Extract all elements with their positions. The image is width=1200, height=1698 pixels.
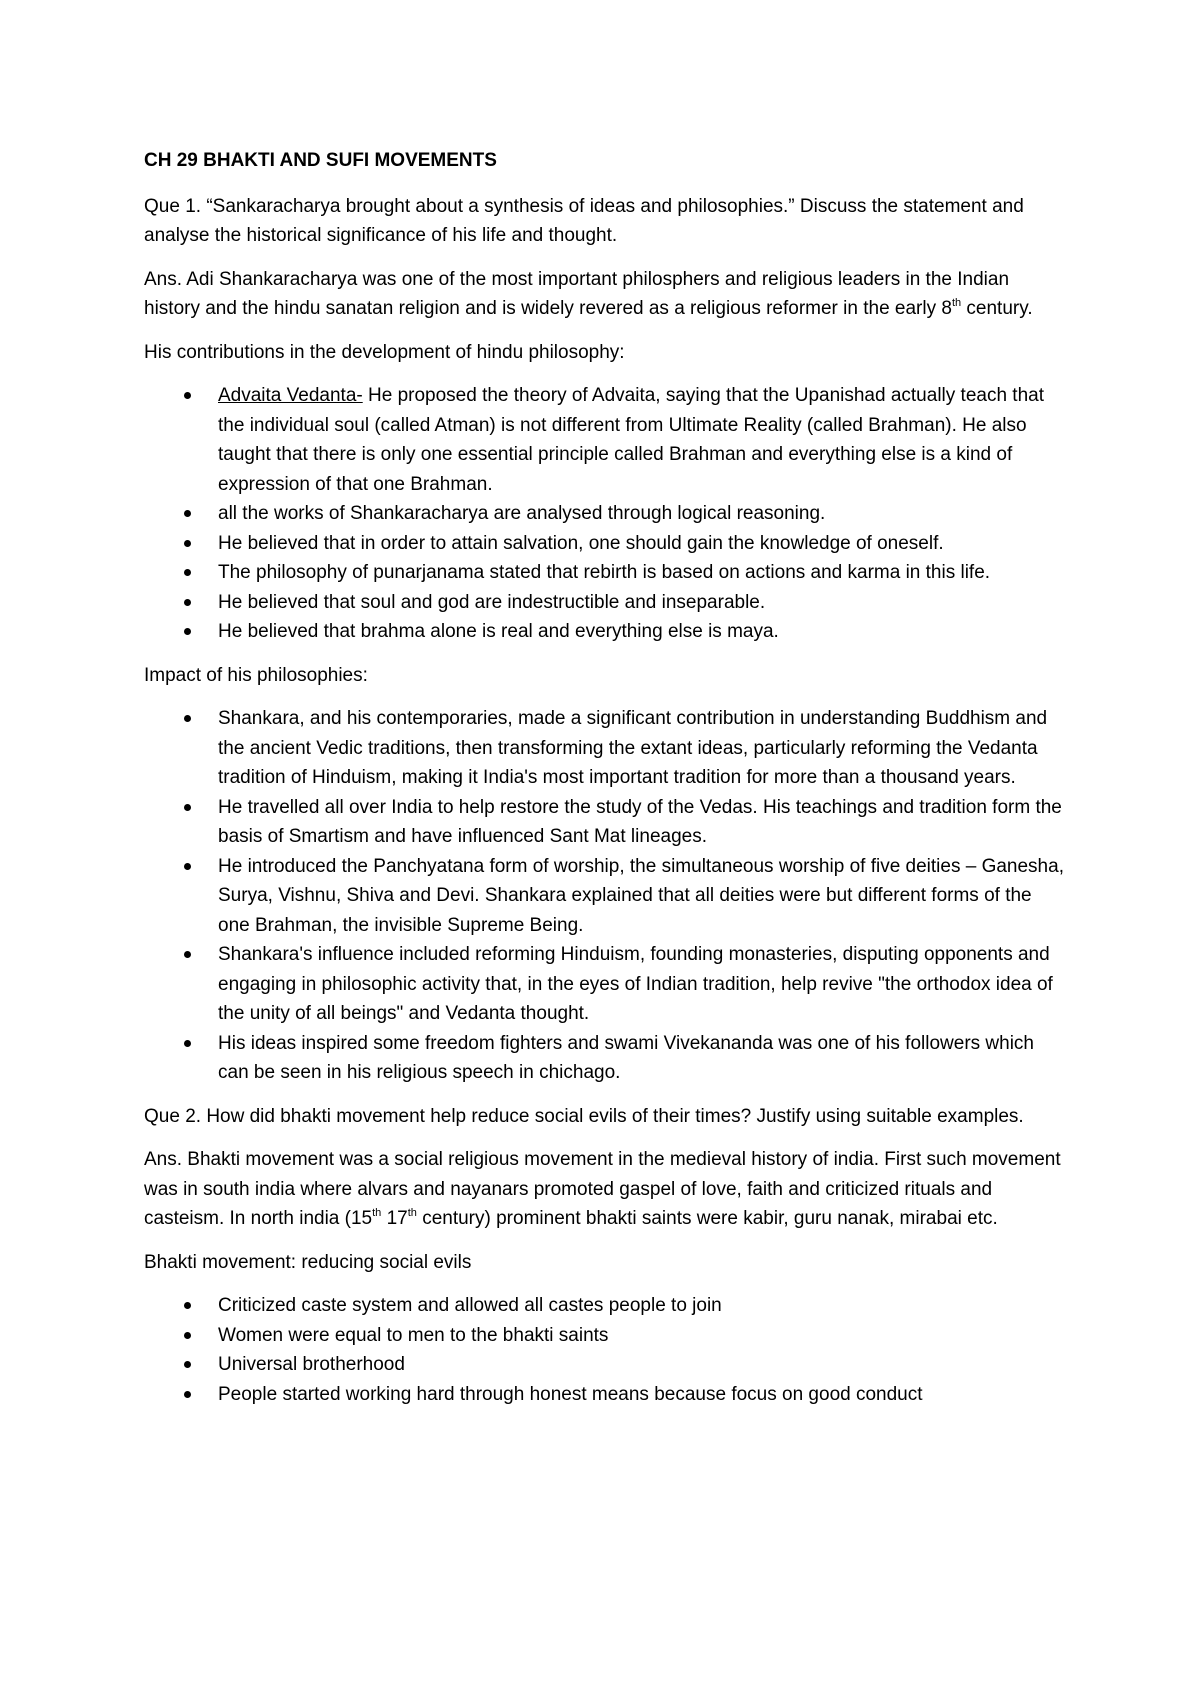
bullet-icon (184, 569, 191, 576)
bullet-icon (184, 540, 191, 547)
advaita-vedanta-text: He proposed the theory of Advaita, saying that the Upanishad actually teach that the individual soul (called Atman) is not different from Ultimate Reality (called Brahman). He also taught that there is only one essential principle called Brahman and everything else is a kind of expression of that one Brahman. (218, 385, 1044, 495)
answer-1-intro (144, 265, 1064, 324)
list-item-text: all the works of Shankaracharya are analysed through logical reasoning. (218, 503, 826, 524)
list-item-text: He travelled all over India to help restore the study of the Vedas. His teachings and tradition form the basis of Smartism and have influenced Sant Mat lineages. (218, 796, 1062, 847)
list-item (144, 529, 1064, 559)
list-item-text: He introduced the Panchyatana form of worship, the simultaneous worship of five deities – Ganesha, Surya, Vishnu, Shiva and Devi. Shankara explained that all deities were but different forms of the one Brahman, the invisible Supreme Being. (218, 855, 1064, 936)
list-item-text: He believed that brahma alone is real and everything else is maya. (218, 621, 779, 642)
ordinal-suffix: th (407, 1207, 417, 1219)
bullet-icon (184, 1391, 191, 1398)
bullet-icon (184, 1332, 191, 1339)
social-evils-heading: Bhakti movement: reducing social evils (144, 1251, 472, 1273)
list-item (144, 381, 1064, 499)
question-2: Que 2. How did bhakti movement help reduce social evils of their times? Justify using suitable examples. (144, 1105, 1024, 1127)
list-item-text: Shankara's influence included reforming Hinduism, founding monasteries, disputing opponents and engaging in philosophic activity that, in the eyes of Indian tradition, help revive "the orthodox idea of the unity of all beings" and Vedanta thought. (218, 944, 1053, 1024)
list-item (144, 852, 1064, 941)
bullet-icon (184, 1302, 191, 1309)
bullet-icon (184, 804, 191, 811)
answer-1-text: Ans. Adi Shankaracharya was one of the most important philosphers and religious leaders in the Indian history and the hindu sanatan religion and is widely revered as a religious reformer in the early 8 (144, 268, 1010, 319)
ordinal-suffix: th (372, 1207, 382, 1219)
list-item (144, 940, 1064, 1029)
bullet-icon (184, 599, 191, 606)
chapter-title: CH 29 BHAKTI AND SUFI MOVEMENTS (144, 150, 497, 171)
list-item-text: Universal brotherhood (218, 1354, 405, 1375)
list-item-text: The philosophy of punarjanama stated that rebirth is based on actions and karma in this life. (218, 562, 991, 583)
bullet-icon (184, 392, 191, 399)
list-item (144, 558, 1064, 588)
contributions-list (144, 381, 1064, 647)
list-item (144, 704, 1064, 793)
bullet-icon (184, 715, 191, 722)
answer-2-text: Ans. Bhakti movement was a social religious movement in the medieval history of india. First such movement was in south india where alvars and nayanars promoted gaspel of love, faith and criticized rituals and casteism. In north india (15 (144, 1149, 1061, 1229)
contributions-heading: His contributions in the development of hindu philosophy: (144, 341, 625, 363)
list-item (144, 588, 1064, 618)
bullet-icon (184, 1361, 191, 1368)
list-item-text: Shankara, and his contemporaries, made a significant contribution in understanding Buddhism and the ancient Vedic traditions, then transforming the extant ideas, particularly reforming the Vedanta tradition of Hinduism, making it India's most important tradition for more than a thousand years. (218, 708, 1048, 788)
bullet-icon (184, 951, 191, 958)
question-1: Que 1. “Sankaracharya brought about a synthesis of ideas and philosophies.” Discuss the statement and analyse the historical significance of his life and thought. (144, 195, 1024, 246)
list-item (144, 1380, 1064, 1410)
list-item-text: People started working hard through honest means because focus on good conduct (218, 1383, 923, 1405)
list-item-text: He believed that in order to attain salvation, one should gain the knowledge of oneself. (218, 532, 944, 554)
list-item (144, 1350, 1064, 1380)
list-item-text: Women were equal to men to the bhakti saints (218, 1324, 609, 1346)
bullet-icon (184, 1040, 191, 1047)
list-item-text: He believed that soul and god are indestructible and inseparable. (218, 591, 766, 613)
document-body (144, 146, 1064, 1423)
list-item (144, 617, 1064, 647)
impact-list (144, 704, 1064, 1088)
bullet-icon (184, 628, 191, 635)
answer-2 (144, 1145, 1064, 1234)
bullet-icon (184, 863, 191, 870)
list-item (144, 1029, 1064, 1088)
list-item (144, 1291, 1064, 1321)
list-item (144, 793, 1064, 852)
answer-2-text: 17 (381, 1208, 408, 1229)
list-item-text: His ideas inspired some freedom fighters and swami Vivekananda was one of his followers which can be seen in his religious speech in chichago. (218, 1032, 1034, 1083)
list-item-text: Criticized caste system and allowed all castes people to join (218, 1295, 722, 1316)
answer-2-text: century) prominent bhakti saints were kabir, guru nanak, mirabai etc. (416, 1208, 998, 1229)
social-evils-list (144, 1291, 1064, 1409)
list-item (144, 499, 1064, 529)
list-item (144, 1321, 1064, 1351)
ordinal-suffix: th (951, 297, 962, 309)
bullet-icon (184, 510, 191, 517)
advaita-vedanta-term: Advaita Vedanta- (218, 385, 363, 406)
impact-heading: Impact of his philosophies: (144, 664, 368, 686)
answer-1-text-end: century. (961, 298, 1033, 319)
